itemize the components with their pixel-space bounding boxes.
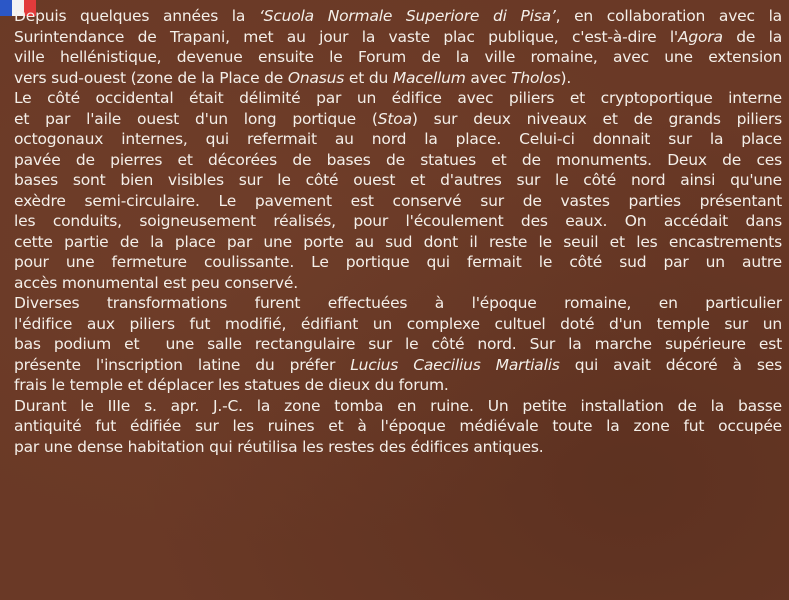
text-segment: pour une fermeture coulissante. Le portique qui fermait le côté sud par un autre [14, 253, 782, 271]
text-segment: et du [344, 68, 393, 87]
text-line [14, 88, 782, 109]
italic-text-segment: Onasus [287, 68, 345, 87]
text-segment: accès monumental est peu conservé. [14, 273, 298, 292]
text-segment: qui avait décoré à ses [559, 355, 782, 374]
text-segment: pavée de pierres et décorées de bases de statues et de monuments. Deux de ces [14, 150, 782, 169]
text-line [14, 150, 782, 171]
text-line [14, 355, 782, 376]
text-line [14, 273, 782, 294]
text-segment: vers sud-ouest (zone de la Place de [14, 68, 288, 87]
text-segment: ) sur deux niveaux et de grands piliers [411, 109, 782, 128]
text-line [14, 211, 782, 232]
text-line [14, 109, 782, 130]
italic-text-segment: ‘Scuola Normale Superiore di Pisa’ [258, 7, 556, 25]
text-line [14, 293, 782, 314]
text-line [14, 232, 782, 253]
text-segment: octogonaux internes, qui refermait au nord la place. Celui-ci donnait sur la place [14, 130, 782, 148]
text-line [14, 170, 782, 191]
italic-text-segment: Lucius Caecilius Martialis [350, 355, 560, 374]
italic-text-segment: Macellum [392, 68, 466, 87]
text-segment: ). [560, 68, 572, 87]
text-segment: bas podium et une salle rectangulaire sur le côté nord. Sur la marche supérieure est [14, 335, 782, 353]
text-segment: cette partie de la place par une porte au sud dont il reste le seuil et les encastrements [14, 232, 782, 251]
text-line [14, 68, 782, 89]
text-segment: avec [465, 68, 512, 87]
text-segment: , en collaboration avec la [555, 7, 782, 25]
text-line [14, 396, 782, 417]
text-segment: bases sont bien visibles sur le côté ouest et d'autres sur le côté nord ainsi qu'une [14, 171, 782, 189]
text-line [14, 6, 782, 27]
text-line [14, 334, 782, 355]
text-segment: Surintendance de Trapani, met au jour la vaste plac publique, c'est-à-dire l' [14, 27, 678, 46]
text-segment: l'édifice aux piliers fut modifié, édifiant un complexe cultuel doté d'un temple sur un [14, 314, 782, 333]
text-segment: exèdre semi-circulaire. Le pavement est conservé sur de vastes parties présentant [14, 191, 782, 210]
text-segment: et par l'aile ouest d'un long portique ( [14, 109, 378, 128]
text-segment: Durant le IIIe s. apr. J.-C. la zone tomba en ruine. Un petite installation de la basse [14, 396, 782, 415]
text-line [14, 252, 782, 273]
text-line [14, 47, 782, 68]
text-line [14, 129, 782, 150]
panel-text [14, 6, 782, 457]
italic-text-segment: Tholos [511, 68, 561, 87]
text-segment: de la [722, 27, 782, 46]
text-segment: antiquité fut édifiée sur les ruines et à l'époque médiévale toute la zone fut occupée [14, 417, 782, 435]
text-line [14, 314, 782, 335]
text-line [14, 375, 782, 396]
text-line [14, 437, 782, 458]
text-segment: Diverses transformations furent effectuées à l'époque romaine, en particulier [14, 294, 782, 312]
text-line [14, 416, 782, 437]
text-line [14, 191, 782, 212]
text-line [14, 27, 782, 48]
text-segment: Le côté occidental était délimité par un édifice avec piliers et cryptoportique interne [14, 89, 782, 107]
italic-text-segment: Stoa [377, 109, 412, 128]
text-segment: ville hellénistique, devenue ensuite le Forum de la ville romaine, avec une extension [14, 48, 782, 66]
text-segment: par une dense habitation qui réutilisa les restes des édifices antiques. [14, 437, 544, 456]
flag-stripe-blue [0, 0, 12, 16]
text-segment: les conduits, soigneusement réalisés, pour l'écoulement des eaux. On accédait dans [14, 212, 782, 230]
text-segment: présente l'inscription latine du préfer [14, 355, 351, 374]
text-segment: Depuis quelques années la [14, 7, 259, 25]
text-segment: frais le temple et déplacer les statues de dieux du forum. [14, 376, 449, 394]
italic-text-segment: Agora [678, 27, 723, 46]
